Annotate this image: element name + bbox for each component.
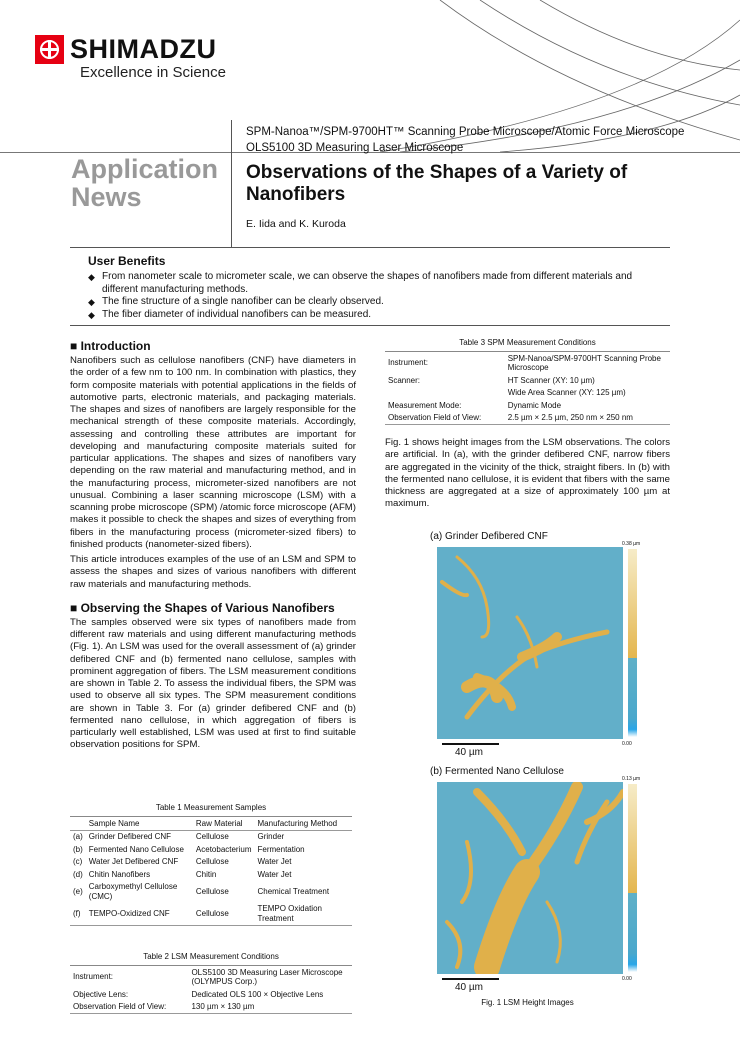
- product-lines: [246, 124, 684, 156]
- divider: [231, 120, 232, 247]
- table-cell: Carboxymethyl Cellulose (CMC): [88, 882, 178, 901]
- table-caption: Table 2 LSM Measurement Conditions: [143, 952, 279, 961]
- table-row: [385, 399, 670, 412]
- table-row: [70, 856, 352, 869]
- scale-bar-label: 40 µm: [455, 982, 483, 993]
- table-cell: Measurement Mode:: [388, 400, 462, 410]
- benefit-item: ◆ The fine structure of a single nanofiber can be clearly observed.: [88, 296, 668, 309]
- shimadzu-logo-icon: [35, 35, 64, 64]
- table-row: [70, 903, 352, 926]
- table-cell: OLS5100 3D Measuring Laser Microscope (OLYMPUS Corp.): [191, 967, 343, 986]
- benefit-item: ◆ From nanometer scale to micrometer scale, we can observe the shapes of nanofibers made from different materials and different manufacturing methods.: [88, 271, 668, 296]
- table-cell: Grinder: [257, 832, 285, 841]
- table-cell: (a): [73, 832, 83, 841]
- scale-bar: [442, 978, 499, 980]
- table-caption: Table 1 Measurement Samples: [155, 803, 267, 812]
- table-2: [70, 952, 352, 1014]
- figure-b: [430, 766, 660, 993]
- figure-a: [430, 531, 660, 758]
- table-row: [70, 881, 352, 903]
- product-line: SPM-Nanoa™/SPM-9700HT™ Scanning Probe Microscope/Atomic Force Microscope: [246, 126, 685, 138]
- table-row: [70, 843, 352, 856]
- divider: [70, 325, 670, 326]
- table-cell: Water Jet: [257, 857, 292, 866]
- figure-caption: Fig. 1 LSM Height Images: [481, 998, 574, 1007]
- color-scale-bar: [628, 549, 637, 737]
- user-benefits: [88, 254, 668, 321]
- shimadzu-logo: [35, 34, 217, 65]
- table-row: [385, 374, 670, 387]
- table-cell: 130 µm × 130 µm: [191, 1002, 255, 1011]
- table-row: [70, 868, 352, 881]
- observing-paragraph: The samples observed were six types of nanofibers made from different raw materials and using different manufacturing methods (Fig. 1). An LSM was used for the overall assessment of (a) grinder defibered CNF and (b) fermented nano cellulose, samples with prominent aggregation of fibers. The LSM measurement conditions are shown in Table 2. To assess the individual fibers, the SPM was used to observe all six types. The SPM measurement conditions are shown in Table 3. For (a) grinder defibered CNF and (b) fermented nano cellulose, in which aggregation of fibers is particularly well established, LSM was used at first to find suitable observation positions for SPM.: [70, 616, 356, 751]
- column-header: Manufacturing Method: [257, 818, 338, 828]
- color-scale-bar: [628, 784, 637, 972]
- benefit-item: ◆ The fiber diameter of individual nanofibers can be measured.: [88, 309, 668, 322]
- intro-paragraph: This article introduces examples of the use of an LSM and SPM to assess the shapes and sizes of various nanofibers with different raw materials and manufacturing methods.: [70, 554, 356, 590]
- column-header: [70, 817, 86, 831]
- table-cell: Observation Field of View:: [388, 413, 482, 422]
- table-cell: Grinder Defibered CNF: [88, 832, 172, 841]
- tagline: Excellence in Science: [80, 64, 226, 81]
- product-line: OLS5100 3D Measuring Laser Microscope: [246, 142, 464, 154]
- table-cell: (d): [73, 869, 83, 879]
- figure-text: Fig. 1 shows height images from the LSM observations. The colors are artificial. In (a), with the grinder defibered CNF, narrow fibers are aggregated in the vicinity of the thick, straight fibers. In (b) with the fermented nano cellulose, it is evident that fibers with the same thickness are aggregated at a size of approximately 100 µm at maximum.: [385, 437, 670, 510]
- table-cell: Chitin: [195, 869, 217, 879]
- scale-max: 0.13 µm: [622, 776, 641, 782]
- table-cell: Fermentation: [257, 844, 305, 854]
- scale-bar: [442, 743, 499, 745]
- figure-caption: (a) Grinder Defibered CNF: [430, 531, 548, 542]
- scale-bar-label: 40 µm: [455, 747, 483, 758]
- table-row: [385, 412, 670, 425]
- table-3: [385, 338, 670, 425]
- table-cell: SPM-Nanoa/SPM-9700HT Scanning Probe Microscope: [507, 353, 661, 372]
- table-1: [70, 803, 352, 926]
- table-cell: Fermented Nano Cellulose: [88, 844, 184, 854]
- page-title: Observations of the Shapes of a Variety of Nanofibers: [246, 162, 628, 205]
- table-cell: Water Jet Defibered CNF: [88, 857, 179, 866]
- table-cell: Water Jet: [257, 869, 292, 879]
- table-cell: (f): [73, 908, 81, 918]
- table-cell: TEMPO Oxidation Treatment: [257, 904, 322, 923]
- benefits-heading: User Benefits: [88, 254, 166, 268]
- table-cell: (c): [73, 857, 83, 866]
- authors: E. Iida and K. Kuroda: [246, 218, 346, 230]
- table-cell: TEMPO-Oxidized CNF: [88, 908, 170, 918]
- table-cell: Objective Lens:: [73, 989, 129, 999]
- lsm-height-image: [437, 782, 623, 974]
- left-column: [70, 339, 356, 755]
- table-row: [70, 988, 352, 1001]
- table-cell: 2.5 µm × 2.5 µm, 250 nm × 250 nm: [507, 413, 633, 422]
- scale-min: 0.00: [622, 741, 632, 747]
- table-cell: (b): [73, 844, 83, 854]
- table-cell: Instrument:: [388, 358, 429, 368]
- divider: [70, 247, 670, 248]
- table-cell: (e): [73, 886, 83, 896]
- figure-caption: (b) Fermented Nano Cellulose: [430, 766, 564, 777]
- column-header: Sample Name: [88, 818, 140, 828]
- table-row: [385, 387, 670, 400]
- table-caption: Table 3 SPM Measurement Conditions: [459, 338, 596, 347]
- table-cell: Scanner:: [388, 375, 421, 385]
- table-cell: Cellulose: [195, 857, 229, 866]
- table-cell: Chitin Nanofibers: [88, 869, 151, 879]
- table-row: [385, 352, 670, 375]
- intro-paragraph: Nanofibers such as cellulose nanofibers (CNF) have diameters in the order of a few nm to 100 nm. In combination with plastics, they form composite materials with potential applications in the fields of automotive parts, electronic materials, and packaging materials. The shapes and sizes of nanofibers are largely responsible for the mechanical strength of these composite materials. Accordingly, assessing and controlling these attributes are important for developing and manufacturing composite materials suited for particular applications. The shapes and sizes of nanofibers vary depending on the raw material and manufacturing method, and in the manufacturing process, micrometer-sized nanofibers are not unusual. Combining a laser scanning microscope (LSM) with a scanning probe microscope (SPM) /atomic force microscope (AFM) makes it possible to check the shapes and sizes of everything from fibers in the manufacturing process (micrometer-sized fibers) to finished products (nanometer-sized fibers).: [70, 355, 356, 550]
- intro-heading: ■ Introduction: [70, 339, 151, 353]
- scale-min: 0.00: [622, 976, 632, 982]
- table-cell: Observation Field of View:: [73, 1002, 167, 1011]
- series-label: Application News: [71, 154, 218, 212]
- table-cell: Wide Area Scanner (XY: 125 µm): [507, 388, 626, 397]
- lsm-height-image: [437, 547, 623, 739]
- column-header: Raw Material: [195, 818, 243, 828]
- table-row: [70, 830, 352, 843]
- table-cell: Chemical Treatment: [257, 886, 330, 896]
- table-cell: Cellulose: [195, 908, 229, 918]
- table-cell: Acetobacterium: [195, 844, 252, 854]
- table-cell: [385, 387, 505, 400]
- table-row: [70, 1001, 352, 1014]
- table-cell: Instrument:: [73, 972, 114, 982]
- table-row: [70, 966, 352, 989]
- brand-name: SHIMADZU: [70, 34, 217, 64]
- table-cell: Cellulose: [195, 832, 229, 841]
- table-cell: HT Scanner (XY: 10 µm): [507, 375, 595, 385]
- table-cell: Dynamic Mode: [507, 400, 562, 410]
- observing-heading: ■ Observing the Shapes of Various Nanofibers: [70, 600, 335, 615]
- table-cell: Cellulose: [195, 886, 229, 896]
- scale-max: 0.38 µm: [622, 541, 641, 547]
- table-cell: Dedicated OLS 100 × Objective Lens: [191, 989, 324, 999]
